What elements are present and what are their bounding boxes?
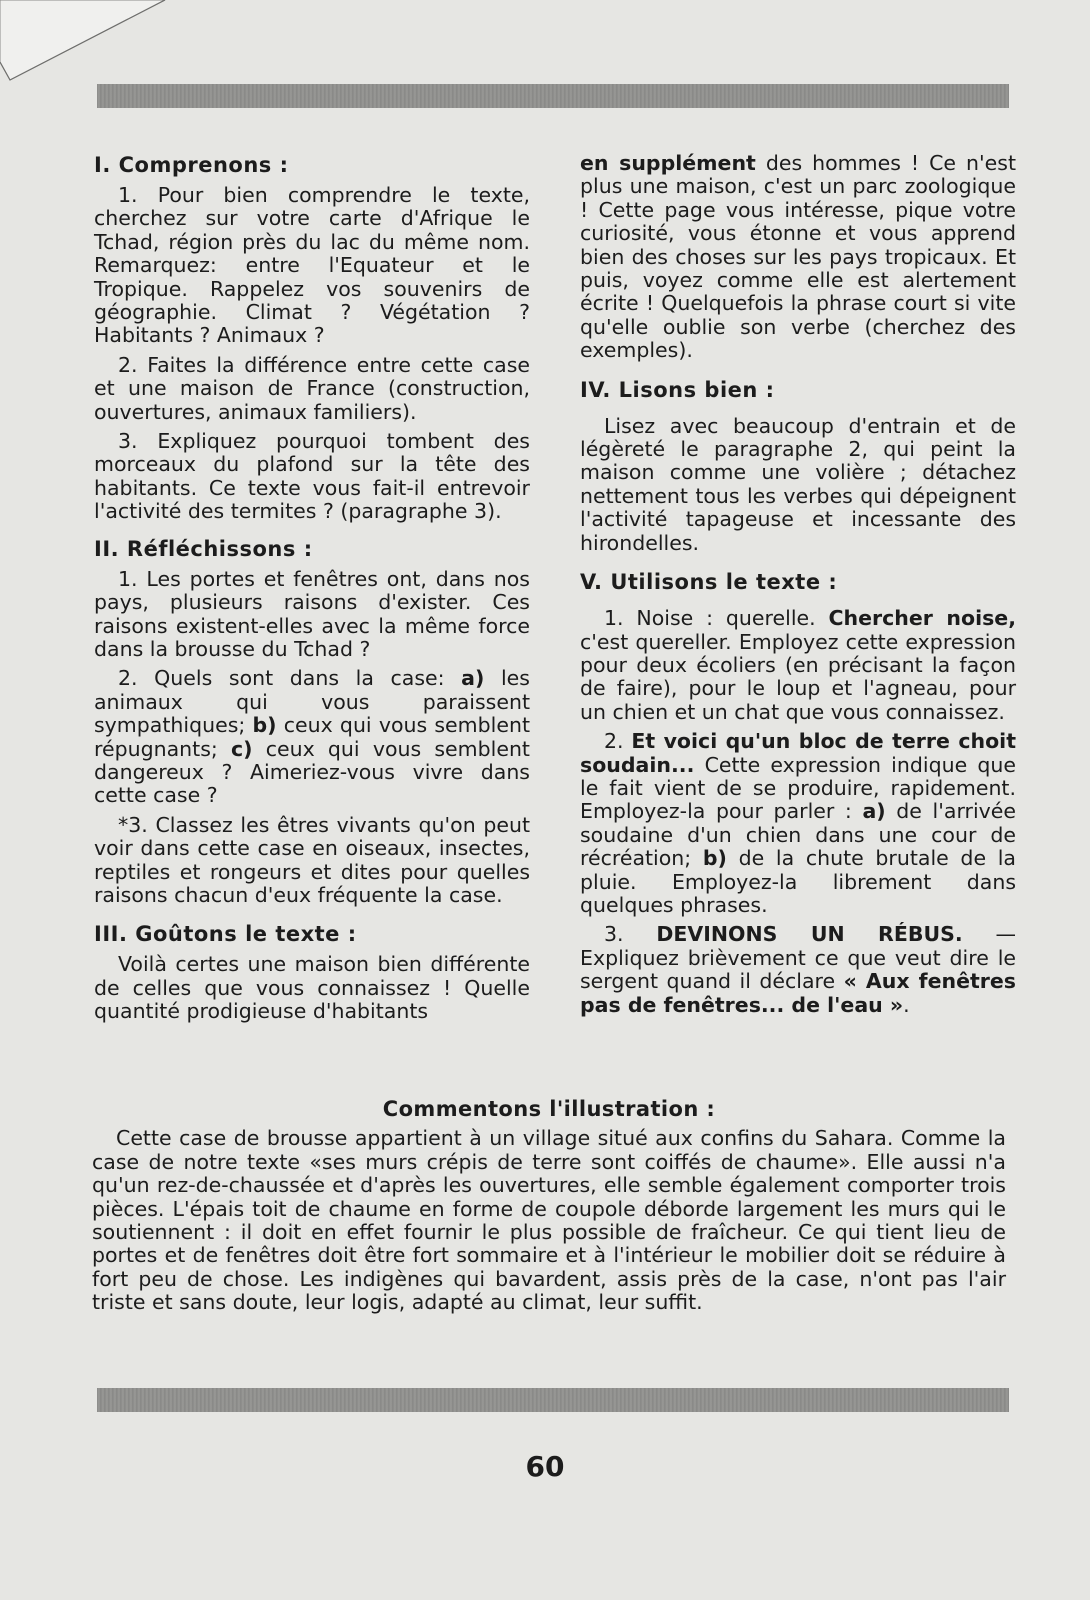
section-2-item-2-text-4: ceux qui vous semblent dangereux ? Aimeriez-vous vivre dans cette case ? <box>94 736 530 808</box>
page-number: 60 <box>525 1450 565 1483</box>
marker-a: a) <box>461 666 485 691</box>
section-4-heading: IV. Lisons bien : <box>580 377 775 402</box>
section-2-item-1: 1. Les portes et fenêtres ont, dans nos pays, plusieurs raisons d'exister. Ces raisons existent-elles avec la même force dans la brousse du Tchad ? <box>94 566 530 661</box>
section-2-item-2-text-3: ceux qui vous semblent répugnants; <box>94 713 530 761</box>
section-5-item-2 <box>580 730 1016 917</box>
section-5-item-2-text-2: Cette expression indique que le fait vient de se produire, rapidement. Employez-la pour parler : <box>580 752 1016 824</box>
marker-b: b) <box>702 846 727 871</box>
emphasis-et-voici: Et voici qu'un bloc de terre choit soudain... <box>580 729 1017 777</box>
section-1-item-1: 1. Pour bien comprendre le texte, cherchez sur votre carte d'Afrique le Tchad, région près du lac du même nom. Remarquez: entre l'Equateur et le Tropique. Rappelez vos souvenirs de géographie. Climat ? Végétation ? Habitants ? Animaux ? <box>94 183 530 348</box>
section-5-item-3-text-2: — Expliquez brièvement ce que veut dire le sergent quand il déclare <box>580 922 1016 994</box>
section-3-continued-text: des hommes ! Ce n'est plus une maison, c'est un parc zoologique ! Cette page vous intéresse, pique votre curiosité, vous étonne et vous apprend bien des choses sur les pays tropicaux. Et puis, voyez comme elle est alertement écrite ! Quelquefois la phrase court si vite qu'elle oublie son verbe (cherchez des exemples). <box>580 151 1016 363</box>
section-2-item-2-text-1: 2. Quels sont dans la case: <box>118 666 462 691</box>
section-5-item-1-text-1: 1. Noise : querelle. <box>604 606 829 631</box>
commentary-heading: Commentons l'illustration : <box>382 1097 716 1121</box>
section-5-item-1-text-2: c'est quereller. Employez cette expression pour deux écoliers (en précisant la façon de faire), pour le loup et l'agneau, pour un chien et un chat que vous connaissez. <box>580 629 1016 724</box>
section-1-heading: I. Comprenons : <box>94 153 289 177</box>
section-5-item-1 <box>580 607 1016 724</box>
section-3-text-start: Voilà certes une maison bien différente de celles que vous connaissez ! Quelle quantité prodigieuse d'habitants <box>94 952 530 1024</box>
section-5-item-2-text-1: 2. <box>604 729 632 754</box>
section-5-item-3-text-3: . <box>903 992 910 1017</box>
marker-c: c) <box>230 736 253 761</box>
section-3-text-continued <box>580 152 1016 363</box>
commentary-text: Cette case de brousse appartient à un village situé aux confins du Sahara. Comme la case de notre texte «ses murs crépis de terre sont coiffés de chaume». Elle aussi n'a qu'un rez-de-chaussée et d'après les ouvertures, elle semble également comporter trois pièces. L'épais toit de chaume en forme de coupole déborde largement les murs qui le soutiennent : il doit en effet fournir le plus possible de fraîcheur. Ce qui tient lieu de portes et de fenêtres doit être fort sommaire et à l'intérieur le mobilier doit se réduire à fort peu de chose. Les indigènes qui bavardent, assis près de la case, n'ont pas l'air triste et sans doute, leur logis, adapté au climat, leur suffit. <box>92 1126 1006 1315</box>
section-1-item-2: 2. Faites la différence entre cette case et une maison de France (construction, ouvertures, animaux familiers). <box>94 352 530 424</box>
folded-page-corner <box>0 0 175 90</box>
emphasis-quote: « Aux fenêtres pas de fenêtres... de l'eau » <box>580 969 1016 1017</box>
marker-b: b) <box>252 713 277 738</box>
marker-a: a) <box>862 799 886 824</box>
top-rule-bar <box>97 84 1009 108</box>
emphasis-chercher-noise: Chercher noise, <box>828 606 1016 631</box>
section-5-item-3-text-1: 3. <box>604 922 657 947</box>
bottom-rule-bar <box>97 1388 1009 1412</box>
section-3-heading: III. Goûtons le texte : <box>94 922 357 947</box>
section-1-item-3: 3. Expliquez pourquoi tombent des morceaux du plafond sur la tête des habitants. Ce texte vous fait-il entrevoir l'activité des termites ? (paragraphe 3). <box>94 429 530 524</box>
section-2-item-3: *3. Classez les êtres vivants qu'on peut voir dans cette case en oiseaux, insectes, reptiles et rongeurs et dites pour quelles raisons chacun d'eux fréquente la case. <box>94 812 530 907</box>
section-5-heading: V. Utilisons le texte : <box>580 570 838 595</box>
section-5-item-2-text-3: de l'arrivée soudaine d'un chien dans une cour de récréation; <box>580 799 1016 871</box>
section-5-item-2-text-4: de la chute brutale de la pluie. Employez-la librement dans quelques phrases. <box>580 846 1016 917</box>
left-column <box>94 152 530 1024</box>
section-2-item-2-text-2: les animaux qui vous paraissent sympathiques; <box>94 666 530 738</box>
right-column <box>580 152 1016 1017</box>
section-5-item-3 <box>580 923 1016 1017</box>
section-2-item-2 <box>94 667 530 807</box>
illustration-commentary <box>92 1098 1006 1315</box>
section-2-heading: II. Réfléchissons : <box>94 536 313 561</box>
emphasis-en-supplement: en supplément <box>580 151 756 175</box>
section-4-text: Lisez avec beaucoup d'entrain et de légèreté le paragraphe 2, qui peint la maison comme une volière ; détachez nettement tous les verbes qui dépeignent l'activité tapageuse et incessante des hirondelles. <box>580 413 1016 555</box>
emphasis-devinons-un-rebus: DEVINONS UN RÉBUS. <box>656 922 963 947</box>
